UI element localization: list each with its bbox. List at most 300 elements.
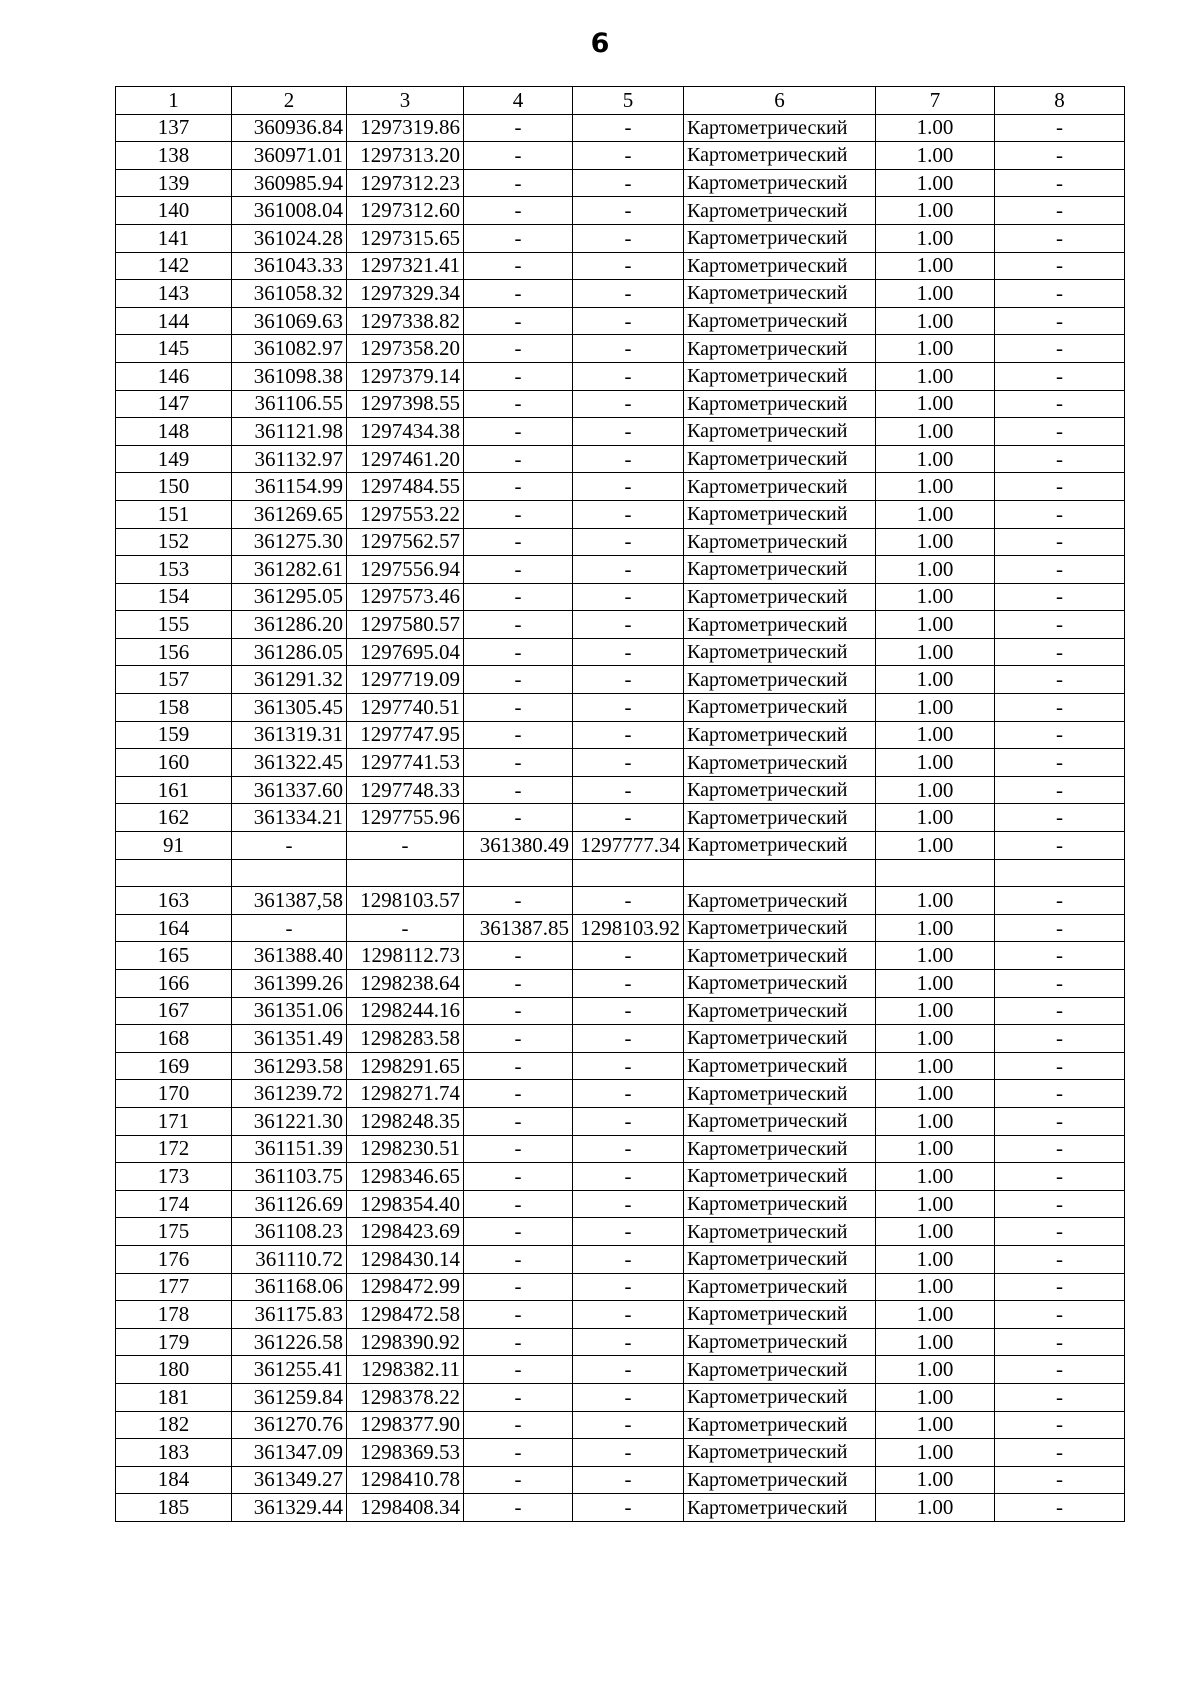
y-coordinate-cell: 1298244.16 xyxy=(347,997,464,1025)
x-coordinate-cell: 361291.32 xyxy=(232,666,347,694)
note-cell: - xyxy=(995,1245,1125,1273)
note-cell: - xyxy=(995,832,1125,860)
method-cell: Картометрический xyxy=(684,583,876,611)
note-cell: - xyxy=(995,1411,1125,1439)
x-coordinate-alt-cell: - xyxy=(464,252,573,280)
note-cell: - xyxy=(995,1080,1125,1108)
x-coordinate-alt-cell: - xyxy=(464,1328,573,1356)
table-row xyxy=(116,1218,1125,1246)
method-cell: Картометрический xyxy=(684,1356,876,1384)
table-row xyxy=(116,859,1125,887)
y-coordinate-cell: 1298390.92 xyxy=(347,1328,464,1356)
x-coordinate-cell: 361221.30 xyxy=(232,1107,347,1135)
method-cell: Картометрический xyxy=(684,1494,876,1522)
method-cell: Картометрический xyxy=(684,942,876,970)
table-row xyxy=(116,418,1125,446)
x-coordinate-alt-cell: - xyxy=(464,1466,573,1494)
x-coordinate-cell: 361319.31 xyxy=(232,721,347,749)
method-cell: Картометрический xyxy=(684,997,876,1025)
y-coordinate-alt-cell: - xyxy=(573,1163,684,1191)
x-coordinate-cell: 360971.01 xyxy=(232,142,347,170)
precision-cell: 1.00 xyxy=(876,1135,995,1163)
method-cell: Картометрический xyxy=(684,224,876,252)
point-number-cell: 160 xyxy=(116,749,232,777)
point-number-cell: 146 xyxy=(116,362,232,390)
y-coordinate-alt-cell: - xyxy=(573,390,684,418)
precision-cell: 1.00 xyxy=(876,335,995,363)
point-number-cell: 151 xyxy=(116,500,232,528)
x-coordinate-cell: 361305.45 xyxy=(232,694,347,722)
table-row xyxy=(116,362,1125,390)
note-cell: - xyxy=(995,1190,1125,1218)
y-coordinate-alt-cell: - xyxy=(573,1383,684,1411)
x-coordinate-alt-cell: - xyxy=(464,638,573,666)
y-coordinate-cell: 1297562.57 xyxy=(347,528,464,556)
x-coordinate-alt-cell: - xyxy=(464,666,573,694)
x-coordinate-alt-cell: - xyxy=(464,1383,573,1411)
precision-cell: 1.00 xyxy=(876,1052,995,1080)
point-number-cell: 180 xyxy=(116,1356,232,1384)
method-cell: Картометрический xyxy=(684,1190,876,1218)
table-row xyxy=(116,307,1125,335)
x-coordinate-cell: 361347.09 xyxy=(232,1439,347,1467)
method-cell: Картометрический xyxy=(684,1025,876,1053)
method-cell: Картометрический xyxy=(684,528,876,556)
table-row xyxy=(116,1439,1125,1467)
x-coordinate-alt-cell: - xyxy=(464,887,573,915)
precision-cell: 1.00 xyxy=(876,638,995,666)
point-number-cell: 178 xyxy=(116,1301,232,1329)
y-coordinate-alt-cell: - xyxy=(573,556,684,584)
method-cell: Картометрический xyxy=(684,1411,876,1439)
y-coordinate-cell: 1298410.78 xyxy=(347,1466,464,1494)
point-number-cell: 152 xyxy=(116,528,232,556)
precision-cell: 1.00 xyxy=(876,169,995,197)
table-row xyxy=(116,583,1125,611)
x-coordinate-cell: 361103.75 xyxy=(232,1163,347,1191)
y-coordinate-cell: 1297358.20 xyxy=(347,335,464,363)
y-coordinate-cell: 1298408.34 xyxy=(347,1494,464,1522)
y-coordinate-cell: 1298382.11 xyxy=(347,1356,464,1384)
note-cell: - xyxy=(995,500,1125,528)
table-row xyxy=(116,280,1125,308)
y-coordinate-alt-cell: - xyxy=(573,335,684,363)
y-coordinate-alt-cell: - xyxy=(573,776,684,804)
note-cell: - xyxy=(995,997,1125,1025)
point-number-cell: 168 xyxy=(116,1025,232,1053)
y-coordinate-cell: 1298112.73 xyxy=(347,942,464,970)
precision-cell: 1.00 xyxy=(876,694,995,722)
y-coordinate-alt-cell: - xyxy=(573,418,684,446)
x-coordinate-alt-cell: - xyxy=(464,997,573,1025)
x-coordinate-alt-cell: - xyxy=(464,1190,573,1218)
y-coordinate-alt-cell: - xyxy=(573,1411,684,1439)
method-cell: Картометрический xyxy=(684,1107,876,1135)
x-coordinate-cell: 361387,58 xyxy=(232,887,347,915)
method-cell: Картометрический xyxy=(684,1218,876,1246)
x-coordinate-cell: 361351.06 xyxy=(232,997,347,1025)
note-cell: - xyxy=(995,335,1125,363)
y-coordinate-alt-cell: - xyxy=(573,1135,684,1163)
x-coordinate-cell: 361329.44 xyxy=(232,1494,347,1522)
y-coordinate-alt-cell: - xyxy=(573,500,684,528)
y-coordinate-alt-cell: - xyxy=(573,528,684,556)
x-coordinate-alt-cell: - xyxy=(464,1411,573,1439)
x-coordinate-cell: 361282.61 xyxy=(232,556,347,584)
x-coordinate-alt-cell: - xyxy=(464,1439,573,1467)
point-number-cell: 177 xyxy=(116,1273,232,1301)
x-coordinate-alt-cell: - xyxy=(464,528,573,556)
y-coordinate-alt-cell: 1298103.92 xyxy=(573,914,684,942)
point-number-cell: 155 xyxy=(116,611,232,639)
x-coordinate-cell xyxy=(232,859,347,887)
note-cell: - xyxy=(995,1466,1125,1494)
point-number-cell: 147 xyxy=(116,390,232,418)
note-cell: - xyxy=(995,142,1125,170)
y-coordinate-cell: 1298472.58 xyxy=(347,1301,464,1329)
note-cell: - xyxy=(995,1273,1125,1301)
x-coordinate-cell: 361239.72 xyxy=(232,1080,347,1108)
point-number-cell: 185 xyxy=(116,1494,232,1522)
x-coordinate-alt-cell: - xyxy=(464,473,573,501)
note-cell: - xyxy=(995,114,1125,142)
method-cell: Картометрический xyxy=(684,335,876,363)
table-row xyxy=(116,1411,1125,1439)
method-cell: Картометрический xyxy=(684,1135,876,1163)
y-coordinate-cell: 1298248.35 xyxy=(347,1107,464,1135)
point-number-cell: 139 xyxy=(116,169,232,197)
note-cell: - xyxy=(995,418,1125,446)
x-coordinate-alt-cell: - xyxy=(464,970,573,998)
precision-cell: 1.00 xyxy=(876,528,995,556)
precision-cell: 1.00 xyxy=(876,749,995,777)
y-coordinate-cell: 1297755.96 xyxy=(347,804,464,832)
table-row xyxy=(116,611,1125,639)
x-coordinate-cell: 361082.97 xyxy=(232,335,347,363)
x-coordinate-alt-cell: - xyxy=(464,335,573,363)
method-cell: Картометрический xyxy=(684,1080,876,1108)
note-cell: - xyxy=(995,583,1125,611)
y-coordinate-cell: 1298430.14 xyxy=(347,1245,464,1273)
x-coordinate-cell: 361293.58 xyxy=(232,1052,347,1080)
x-coordinate-alt-cell: - xyxy=(464,362,573,390)
precision-cell: 1.00 xyxy=(876,1439,995,1467)
x-coordinate-cell: 361349.27 xyxy=(232,1466,347,1494)
point-number-cell: 137 xyxy=(116,114,232,142)
point-number-cell: 162 xyxy=(116,804,232,832)
x-coordinate-cell: 361286.05 xyxy=(232,638,347,666)
method-cell: Картометрический xyxy=(684,887,876,915)
y-coordinate-cell: 1298283.58 xyxy=(347,1025,464,1053)
method-cell: Картометрический xyxy=(684,1163,876,1191)
note-cell: - xyxy=(995,1107,1125,1135)
header-cell: 2 xyxy=(232,87,347,115)
point-number-cell xyxy=(116,859,232,887)
y-coordinate-cell: 1297556.94 xyxy=(347,556,464,584)
y-coordinate-alt-cell: - xyxy=(573,1107,684,1135)
method-cell: Картометрический xyxy=(684,694,876,722)
y-coordinate-alt-cell: - xyxy=(573,997,684,1025)
precision-cell: 1.00 xyxy=(876,1494,995,1522)
table-row xyxy=(116,473,1125,501)
method-cell: Картометрический xyxy=(684,169,876,197)
method-cell: Картометрический xyxy=(684,445,876,473)
x-coordinate-cell: - xyxy=(232,914,347,942)
x-coordinate-alt-cell: - xyxy=(464,1052,573,1080)
method-cell: Картометрический xyxy=(684,638,876,666)
x-coordinate-alt-cell: - xyxy=(464,114,573,142)
note-cell: - xyxy=(995,666,1125,694)
y-coordinate-cell: 1297747.95 xyxy=(347,721,464,749)
x-coordinate-alt-cell: - xyxy=(464,583,573,611)
y-coordinate-alt-cell: - xyxy=(573,445,684,473)
table-row xyxy=(116,528,1125,556)
x-coordinate-alt-cell: - xyxy=(464,1356,573,1384)
x-coordinate-alt-cell: - xyxy=(464,1025,573,1053)
method-cell: Картометрический xyxy=(684,832,876,860)
header-cell: 8 xyxy=(995,87,1125,115)
table-row xyxy=(116,1025,1125,1053)
note-cell: - xyxy=(995,390,1125,418)
point-number-cell: 183 xyxy=(116,1439,232,1467)
point-number-cell: 138 xyxy=(116,142,232,170)
point-number-cell: 179 xyxy=(116,1328,232,1356)
precision-cell xyxy=(876,859,995,887)
note-cell: - xyxy=(995,1052,1125,1080)
table-row xyxy=(116,224,1125,252)
table-row xyxy=(116,1494,1125,1522)
x-coordinate-alt-cell: - xyxy=(464,694,573,722)
x-coordinate-alt-cell: - xyxy=(464,418,573,446)
method-cell: Картометрический xyxy=(684,776,876,804)
table-row xyxy=(116,804,1125,832)
method-cell: Картометрический xyxy=(684,307,876,335)
point-number-cell: 182 xyxy=(116,1411,232,1439)
y-coordinate-cell: 1297315.65 xyxy=(347,224,464,252)
table-row xyxy=(116,1163,1125,1191)
point-number-cell: 142 xyxy=(116,252,232,280)
y-coordinate-alt-cell: - xyxy=(573,611,684,639)
precision-cell: 1.00 xyxy=(876,721,995,749)
method-cell: Картометрический xyxy=(684,418,876,446)
table-row xyxy=(116,832,1125,860)
note-cell: - xyxy=(995,556,1125,584)
precision-cell: 1.00 xyxy=(876,114,995,142)
table-row xyxy=(116,197,1125,225)
y-coordinate-alt-cell: - xyxy=(573,1466,684,1494)
x-coordinate-cell: 361295.05 xyxy=(232,583,347,611)
y-coordinate-cell: 1298377.90 xyxy=(347,1411,464,1439)
x-coordinate-alt-cell: - xyxy=(464,1107,573,1135)
table-row xyxy=(116,1190,1125,1218)
table-row xyxy=(116,1107,1125,1135)
y-coordinate-alt-cell: - xyxy=(573,1080,684,1108)
y-coordinate-cell: 1297573.46 xyxy=(347,583,464,611)
precision-cell: 1.00 xyxy=(876,1328,995,1356)
method-cell: Картометрический xyxy=(684,721,876,749)
x-coordinate-alt-cell: - xyxy=(464,142,573,170)
header-cell: 1 xyxy=(116,87,232,115)
x-coordinate-alt-cell: - xyxy=(464,611,573,639)
table-row xyxy=(116,721,1125,749)
precision-cell: 1.00 xyxy=(876,1163,995,1191)
y-coordinate-alt-cell: 1297777.34 xyxy=(573,832,684,860)
note-cell: - xyxy=(995,721,1125,749)
precision-cell: 1.00 xyxy=(876,418,995,446)
header-cell: 6 xyxy=(684,87,876,115)
table-row xyxy=(116,1466,1125,1494)
point-number-cell: 145 xyxy=(116,335,232,363)
coordinates-table xyxy=(115,86,1125,1522)
note-cell: - xyxy=(995,1328,1125,1356)
method-cell: Картометрический xyxy=(684,1301,876,1329)
method-cell: Картометрический xyxy=(684,390,876,418)
table-row xyxy=(116,1245,1125,1273)
y-coordinate-cell: 1297398.55 xyxy=(347,390,464,418)
x-coordinate-cell: 361175.83 xyxy=(232,1301,347,1329)
x-coordinate-cell: 361255.41 xyxy=(232,1356,347,1384)
table-row xyxy=(116,638,1125,666)
note-cell: - xyxy=(995,1494,1125,1522)
note-cell: - xyxy=(995,1439,1125,1467)
y-coordinate-cell: 1298354.40 xyxy=(347,1190,464,1218)
x-coordinate-alt-cell: - xyxy=(464,500,573,528)
y-coordinate-cell: 1297434.38 xyxy=(347,418,464,446)
method-cell: Картометрический xyxy=(684,611,876,639)
y-coordinate-alt-cell xyxy=(573,859,684,887)
x-coordinate-cell: 361269.65 xyxy=(232,500,347,528)
point-number-cell: 165 xyxy=(116,942,232,970)
precision-cell: 1.00 xyxy=(876,197,995,225)
point-number-cell: 154 xyxy=(116,583,232,611)
y-coordinate-alt-cell: - xyxy=(573,197,684,225)
y-coordinate-cell: 1297329.34 xyxy=(347,280,464,308)
note-cell: - xyxy=(995,694,1125,722)
note-cell: - xyxy=(995,942,1125,970)
note-cell: - xyxy=(995,611,1125,639)
precision-cell: 1.00 xyxy=(876,390,995,418)
precision-cell: 1.00 xyxy=(876,252,995,280)
y-coordinate-alt-cell: - xyxy=(573,1328,684,1356)
x-coordinate-alt-cell: - xyxy=(464,307,573,335)
y-coordinate-cell: 1297740.51 xyxy=(347,694,464,722)
x-coordinate-alt-cell: - xyxy=(464,445,573,473)
y-coordinate-cell: 1298291.65 xyxy=(347,1052,464,1080)
y-coordinate-cell: 1298378.22 xyxy=(347,1383,464,1411)
point-number-cell: 161 xyxy=(116,776,232,804)
note-cell: - xyxy=(995,638,1125,666)
y-coordinate-cell: 1298472.99 xyxy=(347,1273,464,1301)
point-number-cell: 184 xyxy=(116,1466,232,1494)
x-coordinate-alt-cell xyxy=(464,859,573,887)
x-coordinate-cell: 361399.26 xyxy=(232,970,347,998)
note-cell: - xyxy=(995,1356,1125,1384)
point-number-cell: 163 xyxy=(116,887,232,915)
y-coordinate-alt-cell: - xyxy=(573,362,684,390)
precision-cell: 1.00 xyxy=(876,1107,995,1135)
point-number-cell: 150 xyxy=(116,473,232,501)
table-body xyxy=(116,114,1125,1521)
table-row xyxy=(116,887,1125,915)
precision-cell: 1.00 xyxy=(876,142,995,170)
precision-cell: 1.00 xyxy=(876,666,995,694)
precision-cell: 1.00 xyxy=(876,970,995,998)
header-cell: 7 xyxy=(876,87,995,115)
y-coordinate-alt-cell: - xyxy=(573,1245,684,1273)
x-coordinate-cell: 361106.55 xyxy=(232,390,347,418)
y-coordinate-cell: 1297321.41 xyxy=(347,252,464,280)
x-coordinate-cell: 361132.97 xyxy=(232,445,347,473)
y-coordinate-alt-cell: - xyxy=(573,638,684,666)
x-coordinate-cell: 361024.28 xyxy=(232,224,347,252)
y-coordinate-cell: - xyxy=(347,832,464,860)
y-coordinate-cell: 1297312.23 xyxy=(347,169,464,197)
point-number-cell: 174 xyxy=(116,1190,232,1218)
precision-cell: 1.00 xyxy=(876,1080,995,1108)
table-row xyxy=(116,776,1125,804)
y-coordinate-alt-cell: - xyxy=(573,1025,684,1053)
y-coordinate-cell: 1298346.65 xyxy=(347,1163,464,1191)
x-coordinate-alt-cell: - xyxy=(464,556,573,584)
y-coordinate-cell: 1298238.64 xyxy=(347,970,464,998)
y-coordinate-alt-cell: - xyxy=(573,1494,684,1522)
precision-cell: 1.00 xyxy=(876,832,995,860)
note-cell: - xyxy=(995,528,1125,556)
x-coordinate-alt-cell: - xyxy=(464,1273,573,1301)
x-coordinate-alt-cell: - xyxy=(464,280,573,308)
point-number-cell: 173 xyxy=(116,1163,232,1191)
x-coordinate-alt-cell: 361380.49 xyxy=(464,832,573,860)
precision-cell: 1.00 xyxy=(876,1383,995,1411)
y-coordinate-cell: 1297748.33 xyxy=(347,776,464,804)
note-cell: - xyxy=(995,307,1125,335)
point-number-cell: 164 xyxy=(116,914,232,942)
y-coordinate-alt-cell: - xyxy=(573,694,684,722)
note-cell: - xyxy=(995,970,1125,998)
page-number: 6 xyxy=(590,28,610,59)
table-row xyxy=(116,1135,1125,1163)
x-coordinate-cell: 361008.04 xyxy=(232,197,347,225)
method-cell: Картометрический xyxy=(684,666,876,694)
y-coordinate-cell: 1297319.86 xyxy=(347,114,464,142)
point-number-cell: 140 xyxy=(116,197,232,225)
note-cell: - xyxy=(995,887,1125,915)
precision-cell: 1.00 xyxy=(876,500,995,528)
note-cell: - xyxy=(995,169,1125,197)
point-number-cell: 166 xyxy=(116,970,232,998)
method-cell: Картометрический xyxy=(684,114,876,142)
y-coordinate-cell: 1297313.20 xyxy=(347,142,464,170)
x-coordinate-cell: 361154.99 xyxy=(232,473,347,501)
y-coordinate-alt-cell: - xyxy=(573,1356,684,1384)
x-coordinate-cell: - xyxy=(232,832,347,860)
precision-cell: 1.00 xyxy=(876,224,995,252)
precision-cell: 1.00 xyxy=(876,307,995,335)
y-coordinate-cell: 1297719.09 xyxy=(347,666,464,694)
x-coordinate-alt-cell: - xyxy=(464,1218,573,1246)
note-cell: - xyxy=(995,445,1125,473)
y-coordinate-alt-cell: - xyxy=(573,169,684,197)
table-row xyxy=(116,169,1125,197)
precision-cell: 1.00 xyxy=(876,942,995,970)
x-coordinate-alt-cell: - xyxy=(464,197,573,225)
y-coordinate-cell: 1297741.53 xyxy=(347,749,464,777)
y-coordinate-alt-cell: - xyxy=(573,749,684,777)
y-coordinate-alt-cell: - xyxy=(573,1439,684,1467)
x-coordinate-alt-cell: - xyxy=(464,1301,573,1329)
x-coordinate-alt-cell: - xyxy=(464,390,573,418)
x-coordinate-cell: 361259.84 xyxy=(232,1383,347,1411)
